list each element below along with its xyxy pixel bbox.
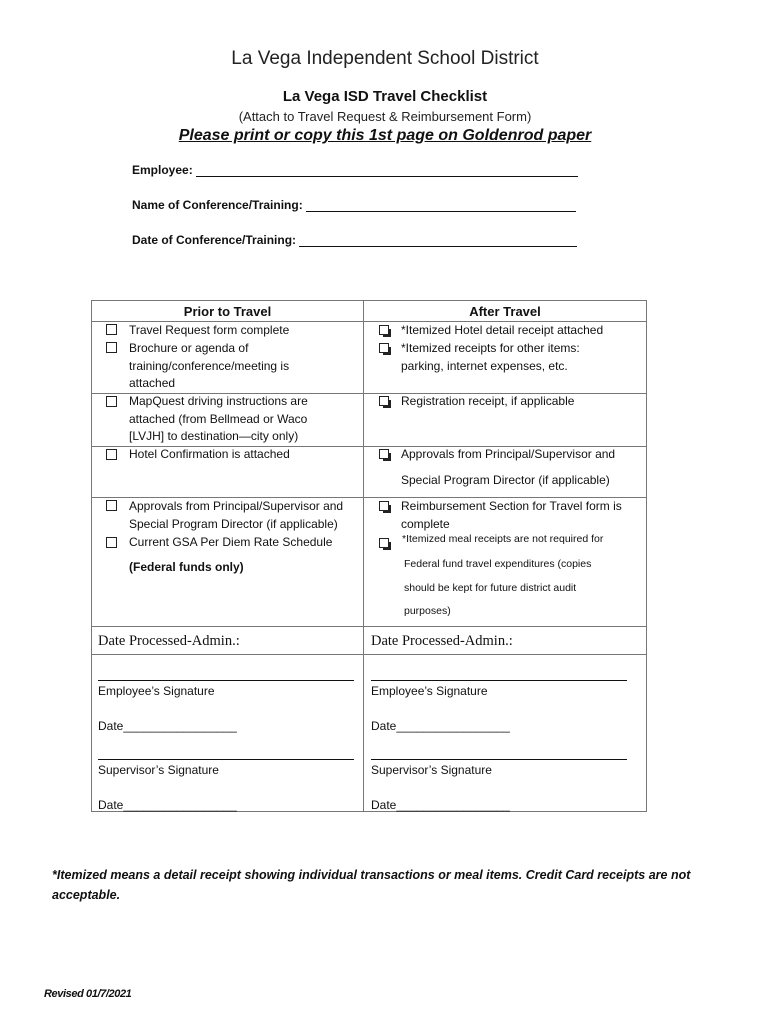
after-item-4-line-1: Approvals from Principal/Supervisor and bbox=[401, 447, 616, 461]
supervisor-signature-label-right: Supervisor’s Signature bbox=[371, 763, 492, 777]
itemized-footnote: *Itemized means a detail receipt showing individual transactions or meal items. Credit Card receipts are not acceptable. bbox=[52, 868, 691, 902]
date-processed-left: Date Processed-Admin.: bbox=[98, 633, 240, 649]
employee-signature-label-left: Employee’s Signature bbox=[98, 684, 215, 698]
prior-item-3-line: MapQuest driving instructions are bbox=[129, 394, 308, 408]
employee-signature-line-left[interactable] bbox=[98, 680, 354, 681]
checkbox-mapquest[interactable] bbox=[106, 396, 117, 407]
after-item-6-line: purposes) bbox=[404, 605, 451, 617]
conference-name-line[interactable] bbox=[306, 199, 576, 212]
prior-item-2-line: Brochure or agenda of bbox=[129, 341, 249, 355]
prior-item-6: Current GSA Per Diem Rate Schedule bbox=[129, 535, 333, 549]
prior-item-5-line: Special Program Director (if applicable) bbox=[129, 516, 338, 531]
row-divider bbox=[92, 654, 646, 655]
checkbox-meal-receipts[interactable] bbox=[379, 538, 389, 548]
prior-item-5 bbox=[129, 498, 343, 533]
after-item-5 bbox=[401, 498, 622, 533]
revised-date: Revised 01/7/2021 bbox=[44, 988, 132, 1000]
supervisor-signature-line-left[interactable] bbox=[98, 759, 354, 760]
supervisor-signature-label-left: Supervisor’s Signature bbox=[98, 763, 219, 777]
row-divider bbox=[92, 626, 646, 627]
after-item-1: *Itemized Hotel detail receipt attached bbox=[401, 323, 604, 337]
after-item-6-line: Federal fund travel expenditures (copies bbox=[404, 558, 592, 570]
prior-item-3-line: [LVJH] to destination—city only) bbox=[129, 429, 299, 443]
employee-signature-label-right: Employee’s Signature bbox=[371, 684, 488, 698]
after-item-6-rest bbox=[404, 553, 591, 624]
checklist-title: La Vega ISD Travel Checklist bbox=[282, 88, 488, 105]
date-processed-right: Date Processed-Admin.: bbox=[371, 633, 513, 649]
prior-item-5-line: Approvals from Principal/Supervisor and bbox=[129, 499, 344, 513]
federal-funds-note: (Federal funds only) bbox=[129, 560, 244, 574]
conference-name-field[interactable] bbox=[132, 198, 576, 212]
checkbox-hotel-receipt[interactable] bbox=[379, 325, 389, 335]
supervisor-signature-line-right[interactable] bbox=[371, 759, 627, 760]
checkbox-reimbursement-section[interactable] bbox=[379, 501, 389, 511]
supervisor-date-right[interactable]: Date_________________ bbox=[371, 798, 510, 812]
checkbox-other-receipts[interactable] bbox=[379, 343, 389, 353]
after-item-2-line: *Itemized receipts for other items: bbox=[401, 341, 580, 355]
prior-item-4: Hotel Confirmation is attached bbox=[129, 447, 290, 461]
after-item-5-line: complete bbox=[401, 516, 450, 531]
prior-item-2-line: attached bbox=[129, 376, 176, 390]
employee-line[interactable] bbox=[196, 164, 578, 177]
after-item-5-line: Reimbursement Section for Travel form is bbox=[401, 499, 622, 513]
checkbox-travel-request[interactable] bbox=[106, 324, 117, 335]
attach-note: (Attach to Travel Request & Reimbursement Form) bbox=[238, 109, 532, 124]
district-name: La Vega Independent School District bbox=[231, 48, 539, 69]
print-note: Please print or copy this 1st page on Goldenrod paper bbox=[178, 127, 592, 144]
checkbox-registration-receipt[interactable] bbox=[379, 396, 389, 406]
after-item-2 bbox=[401, 340, 580, 375]
checklist-table bbox=[91, 300, 647, 812]
supervisor-date-left[interactable]: Date_________________ bbox=[98, 798, 237, 812]
employee-signature-line-right[interactable] bbox=[371, 680, 627, 681]
column-divider bbox=[363, 301, 364, 811]
checkbox-gsa-per-diem[interactable] bbox=[106, 537, 117, 548]
conference-date-line[interactable] bbox=[299, 234, 577, 247]
after-item-3: Registration receipt, if applicable bbox=[401, 394, 575, 408]
after-item-6-line: should be kept for future district audit bbox=[404, 581, 577, 594]
after-header: After Travel bbox=[469, 304, 541, 319]
prior-item-3 bbox=[129, 393, 308, 446]
conference-date-label: Date of Conference/Training: bbox=[132, 233, 297, 247]
after-item-2-line: parking, internet expenses, etc. bbox=[401, 358, 568, 373]
conference-name-label: Name of Conference/Training: bbox=[132, 198, 303, 212]
prior-item-2 bbox=[129, 340, 289, 393]
checkbox-approvals-prior[interactable] bbox=[106, 500, 117, 511]
prior-item-1: Travel Request form complete bbox=[129, 323, 290, 337]
checkbox-approvals-after[interactable] bbox=[379, 449, 389, 459]
after-item-6-line-1: *Itemized meal receipts are not required for bbox=[402, 533, 604, 545]
prior-header: Prior to Travel bbox=[183, 304, 272, 319]
checkbox-brochure[interactable] bbox=[106, 342, 117, 353]
conference-date-field[interactable] bbox=[132, 233, 577, 247]
employee-date-right[interactable]: Date_________________ bbox=[371, 719, 510, 733]
prior-item-3-line: attached (from Bellmead or Waco bbox=[129, 411, 308, 426]
employee-field[interactable] bbox=[132, 163, 578, 177]
checkbox-hotel-confirmation[interactable] bbox=[106, 449, 117, 460]
prior-item-2-line: training/conference/meeting is bbox=[129, 358, 290, 373]
after-item-4-line-2: Special Program Director (if applicable) bbox=[401, 473, 610, 487]
employee-date-left[interactable]: Date_________________ bbox=[98, 719, 237, 733]
employee-label: Employee: bbox=[132, 163, 193, 177]
